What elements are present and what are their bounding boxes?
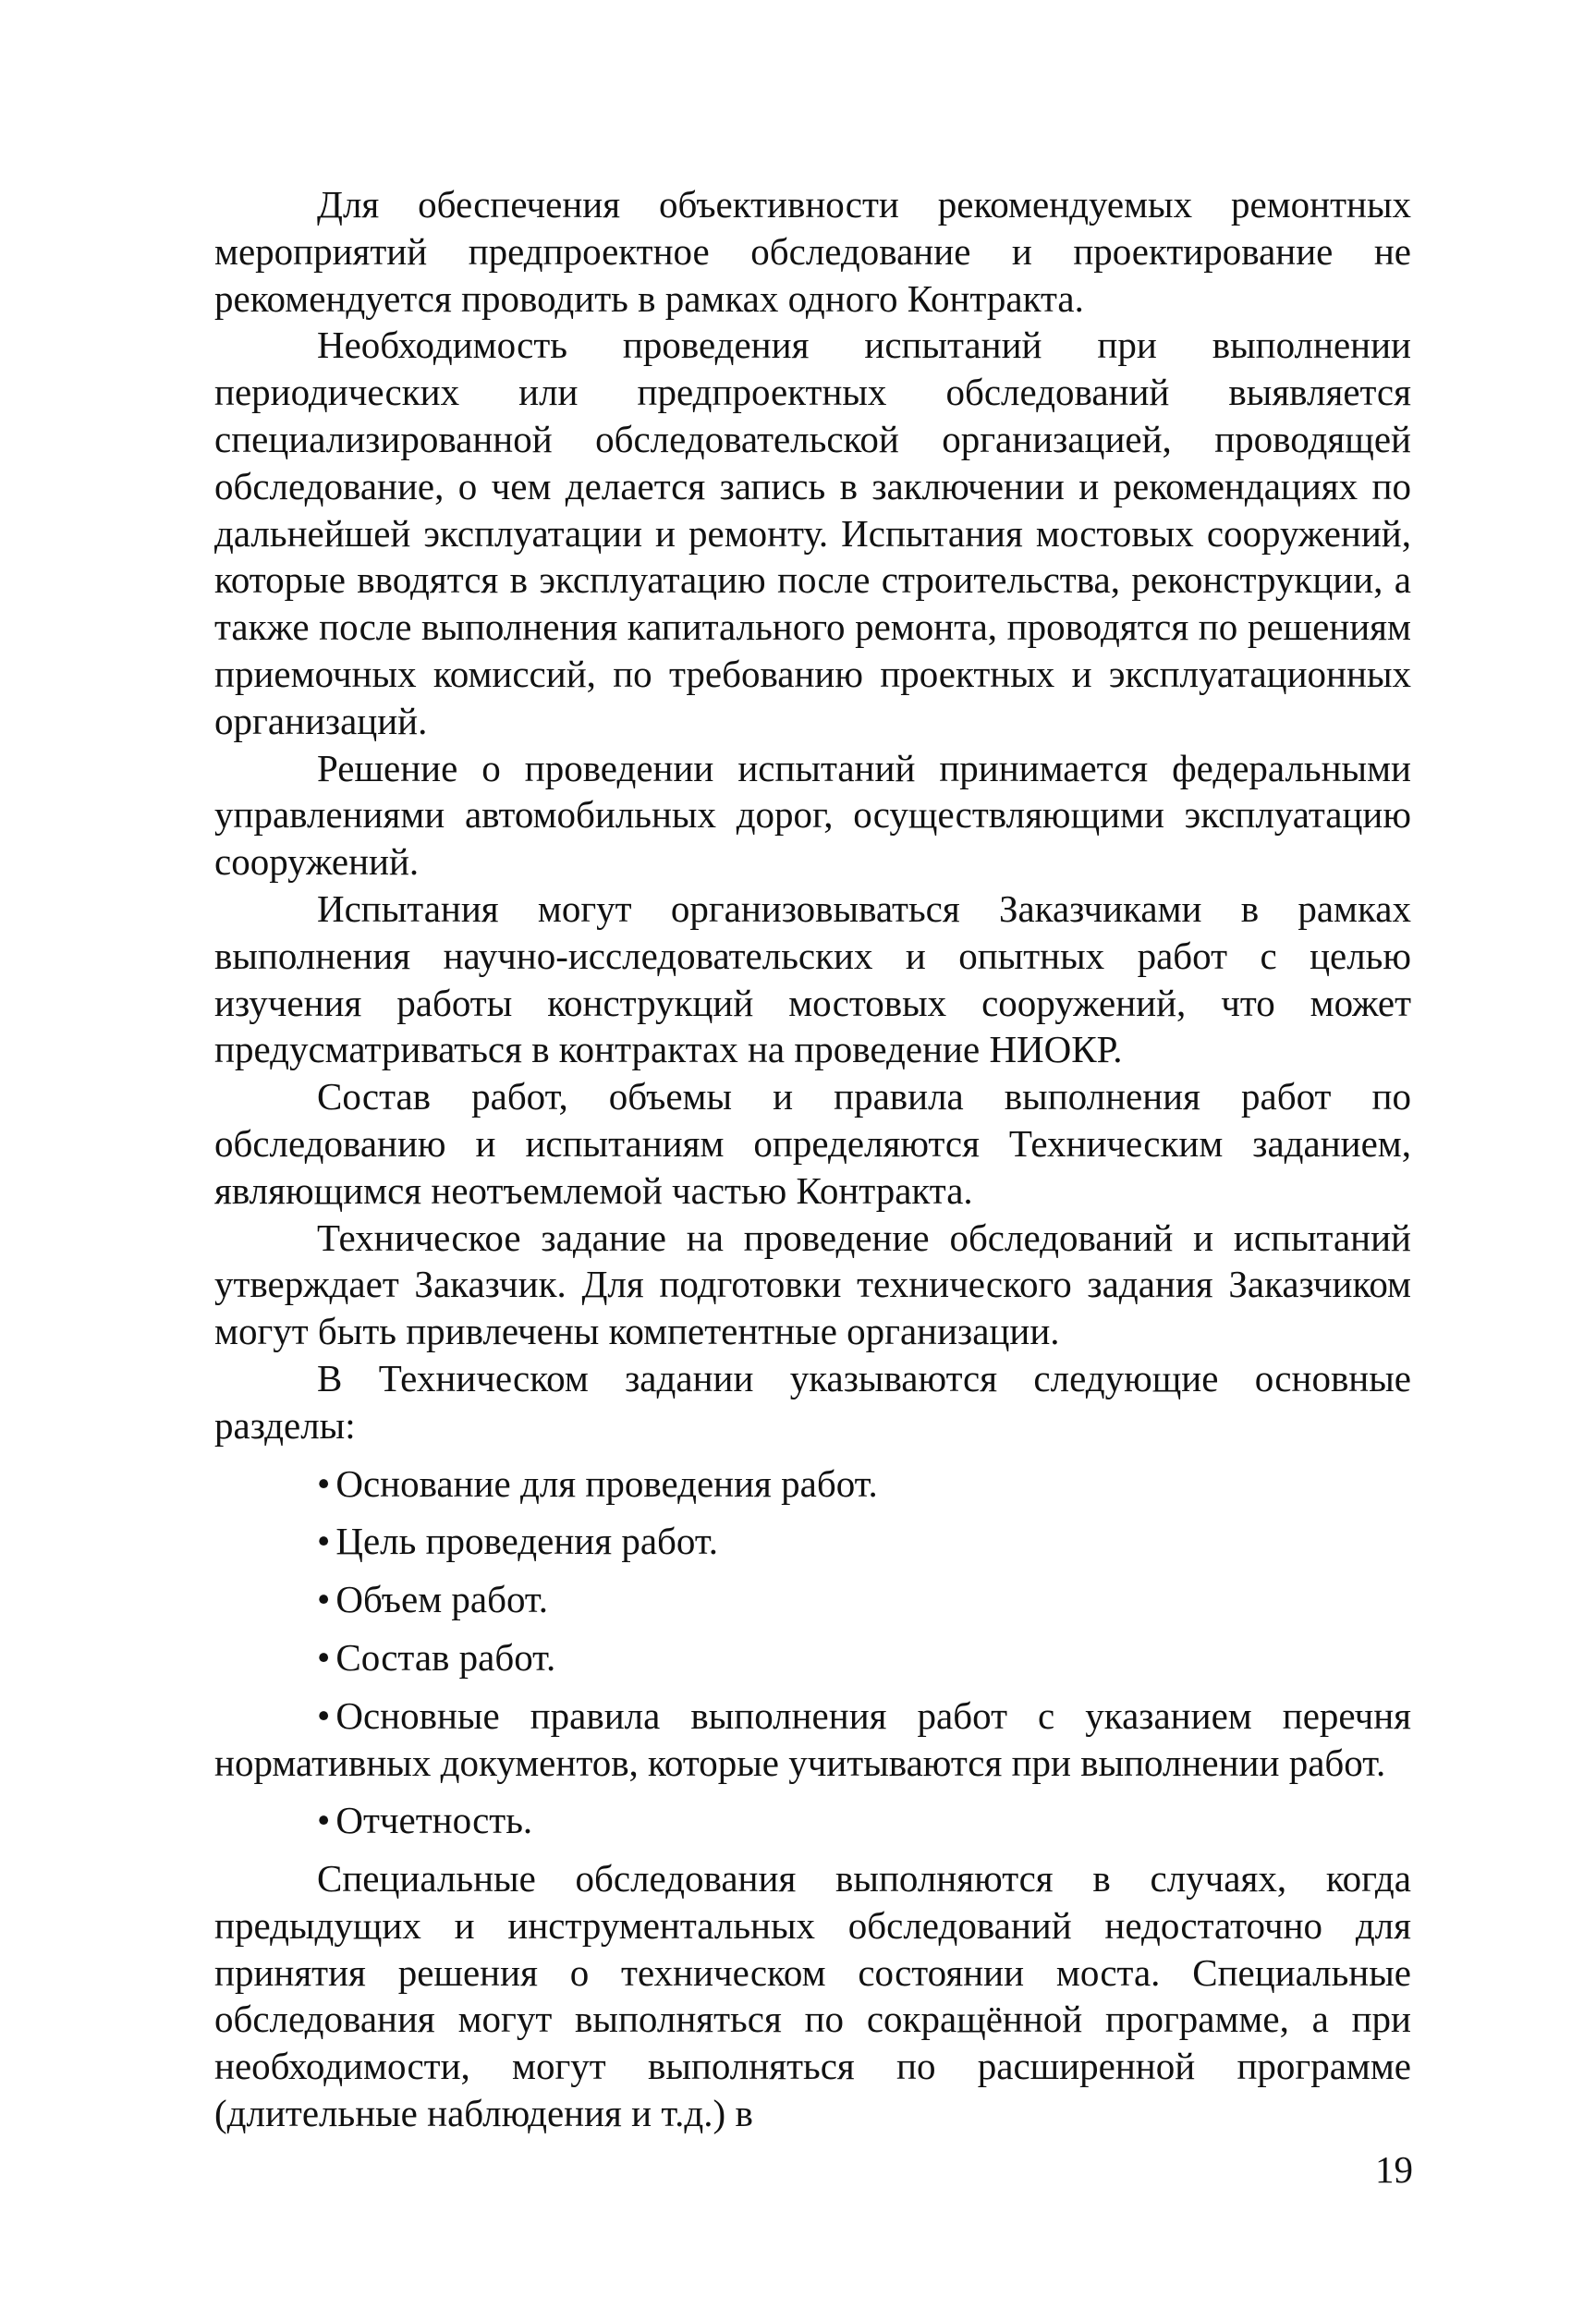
list-item-text: Отчетность. — [335, 1799, 533, 1842]
paragraph-research-testing: Испытания могут организовываться Заказчиками в рамках выполнения научно-исследовательских и опытных работ с целью изучения работы конструкций мостовых сооружений, что может предусматриваться в контрактах на проведение НИОКР. — [214, 886, 1411, 1071]
paragraph-testing-necessity: Необходимость проведения испытаний при выполнении периодических или предпроектных обследований выявляется специализированной обследовательской организацией, проводящей обследование, о чем делается запись в заключении и рекомендациях по дальнейшей эксплуатации и ремонту. Испытания мостовых сооружений, которые вводятся в эксплуатацию после строительства, реконструкции, а также после выполнения капитального ремонта, проводятся по решениям приемочных комиссий, по требованию проектных и эксплуатационных организаций. — [214, 324, 1411, 742]
sections-list — [214, 1460, 1411, 1845]
list-item-text: Состав работ. — [335, 1635, 556, 1679]
list-item — [214, 1518, 1411, 1565]
paragraph-scope-of-work: Состав работ, объемы и правила выполнения работ по обследованию и испытаниям определяются Техническим заданием, являющимся неотъемлемой частью Контракта. — [214, 1075, 1411, 1212]
bullet-marker: • — [317, 1693, 331, 1737]
list-item — [214, 1460, 1411, 1508]
list-item-text: Основные правила выполнения работ с указанием перечня нормативных документов, которые учитываются при выполнении работ. — [214, 1693, 1411, 1784]
list-item — [214, 1576, 1411, 1623]
list-item-text: Основание для проведения работ. — [335, 1461, 878, 1505]
page-number: 19 — [1375, 2148, 1413, 2191]
list-item — [214, 1634, 1411, 1681]
paragraph-contract-separation: Для обеспечения объективности рекомендуемых ремонтных мероприятий предпроектное обследование и проектирование не рекомендуется проводить в рамках одного Контракта. — [214, 183, 1411, 320]
paragraph-special-surveys: Специальные обследования выполняются в случаях, когда предыдущих и инструментальных обследований недостаточно для принятия решения о техническом состоянии моста. Специальные обследования могут выполняться по сокращённой программе, а при необходимости, могут выполняться по расширенной программе (длительные наблюдения и т.д.) в — [214, 1857, 1411, 2135]
bullet-marker: • — [317, 1461, 331, 1505]
paragraph-testing-decision: Решение о проведении испытаний принимается федеральными управлениями автомобильных дорог, осуществляющими эксплуатацию сооружений. — [214, 746, 1411, 884]
paragraph-technical-assignment: Техническое задание на проведение обследований и испытаний утверждает Заказчик. Для подготовки технического задания Заказчиком могут быть привлечены компетентные организации. — [214, 1216, 1411, 1353]
list-item — [214, 1693, 1411, 1787]
bullet-marker: • — [317, 1635, 331, 1679]
bullet-marker: • — [317, 1578, 331, 1621]
paragraph-sections-intro: В Техническом задании указываются следующие основные разделы: — [214, 1356, 1411, 1447]
bullet-marker: • — [317, 1520, 331, 1563]
document-body — [214, 181, 1411, 2137]
list-item-text: Цель проведения работ. — [335, 1520, 718, 1563]
list-item — [214, 1797, 1411, 1844]
bullet-marker: • — [317, 1799, 331, 1842]
list-item-text: Объем работ. — [335, 1578, 549, 1621]
